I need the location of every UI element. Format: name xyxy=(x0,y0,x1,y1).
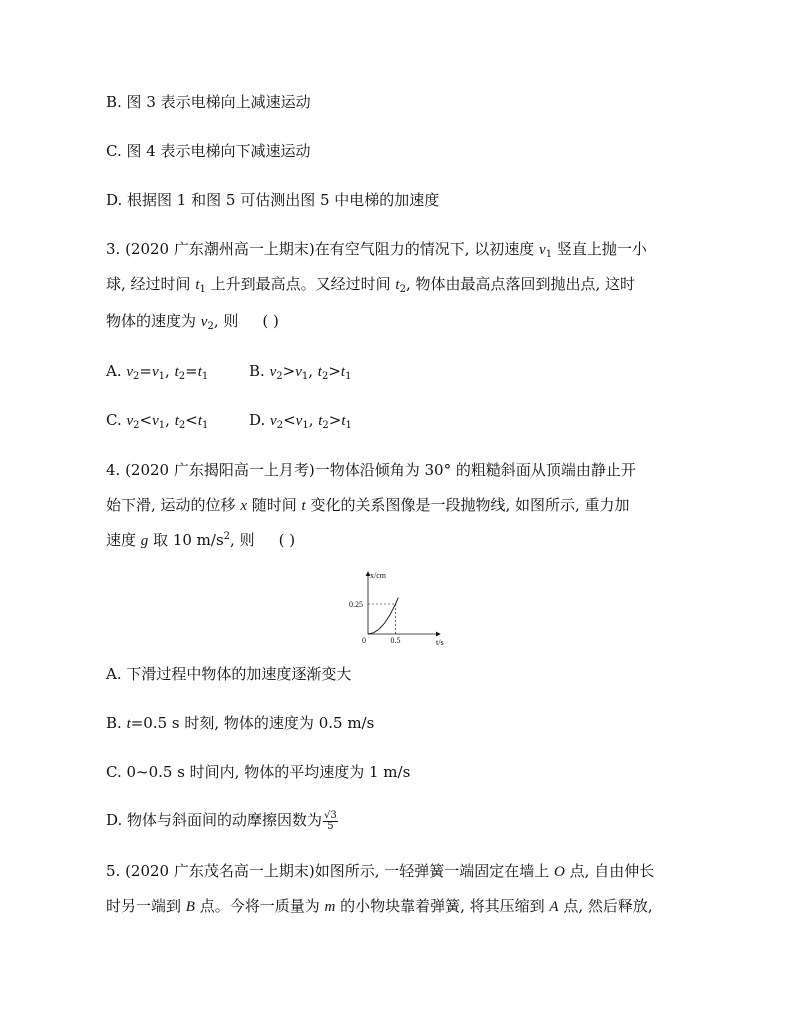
var-v: v xyxy=(539,242,546,258)
var-A: A xyxy=(549,899,559,915)
var-t: t xyxy=(301,498,306,514)
q4-line-2: 始下滑, 运动的位移 x 随时间 t 变化的关系图像是一段抛物线, 如图所示, 重力加 xyxy=(106,496,630,514)
displacement-time-graph xyxy=(340,566,450,648)
q3-options-row-1 xyxy=(106,361,352,382)
q3-option-b: B. $v_2>v_1$, $t_2>t_1$ xyxy=(249,362,352,382)
q3-line-1 xyxy=(106,239,647,260)
q3-text: 球, 经过时间 xyxy=(106,275,196,293)
subscript: 1 xyxy=(545,249,553,260)
q4-line-1: 4. (2020 广东揭阳高一上月考)一物体沿倾角为 30° 的粗糙斜面从顶端由静止开 xyxy=(106,461,636,479)
fraction-sqrt3-over-5: $\frac{√3}{5}$ xyxy=(324,809,337,832)
q3-text: , 则 xyxy=(213,312,239,330)
origin-label: 0 xyxy=(362,636,366,645)
q3-text: 竖直上抛一小 xyxy=(552,240,647,258)
answer-paren: ( ) xyxy=(278,531,296,549)
q3-option-c: C. $v_2<v_1$, $t_2<t_1$ xyxy=(106,411,209,431)
q3-line-3 xyxy=(106,311,279,332)
subscript: 1 xyxy=(199,284,206,295)
q3-line-2 xyxy=(106,274,635,295)
option-b-prev: B. 图 3 表示电梯向上减速运动 xyxy=(106,93,311,111)
var-v: v xyxy=(200,314,208,330)
q3-text: 3. (2020 广东潮州高一上期末)在有空气阻力的情况下, 以初速度 xyxy=(106,240,540,258)
q3-text: , 物体由最高点落回到抛出点, 这时 xyxy=(405,275,636,293)
var-O: O xyxy=(554,864,565,880)
var-t: t xyxy=(195,277,200,293)
q4-option-b: B. t=0.5 s 时刻, 物体的速度为 0.5 m/s xyxy=(106,714,375,732)
q3-options-row-2 xyxy=(106,410,352,431)
q4-option-c: C. 0~0.5 s 时间内, 物体的平均速度为 1 m/s xyxy=(106,763,411,781)
var-x: x xyxy=(240,498,247,514)
var-m: m xyxy=(324,899,336,915)
x-tick-label: 0.5 xyxy=(390,636,401,645)
x-axis-label: t/s xyxy=(436,638,444,647)
q4-line-3: 速度 g 取 10 $m/s^2$, 则 ( ) xyxy=(106,531,296,549)
q5-line-1: 5. (2020 广东茂名高一上期末)如图所示, 一轻弹簧一端固定在墙上 O 点, 自由伸长 xyxy=(106,862,655,880)
q3-option-d: D. $v_2<v_1$, $t_2>t_1$ xyxy=(249,411,352,431)
parabola-curve xyxy=(368,598,398,634)
subscript: 2 xyxy=(207,321,214,332)
y-axis-label: x/cm xyxy=(370,571,386,580)
y-tick-label: 0.25 xyxy=(349,600,363,609)
subscript: 2 xyxy=(399,284,406,295)
var-B: B xyxy=(185,899,195,915)
q4-option-d: D. 物体与斜面间的动摩擦因数为 $\frac{√3}{5}$ xyxy=(106,809,337,832)
option-c-prev: C. 图 4 表示电梯向下减速运动 xyxy=(106,142,311,160)
q3-text: 上升到最高点。又经过时间 xyxy=(205,275,396,293)
var-t: t xyxy=(395,277,400,293)
q4-option-a: A. 下滑过程中物体的加速度逐渐变大 xyxy=(106,665,352,683)
q3-option-a: A. $v_2=v_1$, $t_2=t_1$ xyxy=(106,362,209,382)
option-d-prev: D. 根据图 1 和图 5 可估测出图 5 中电梯的加速度 xyxy=(106,191,440,209)
q3-text: 物体的速度为 xyxy=(106,312,201,330)
answer-paren: ( ) xyxy=(262,312,279,330)
q5-line-2: 时另一端到 B 点。今将一质量为 m 的小物块靠着弹簧, 将其压缩到 A 点, 然后释放, xyxy=(106,897,653,915)
var-g: g xyxy=(140,533,149,549)
